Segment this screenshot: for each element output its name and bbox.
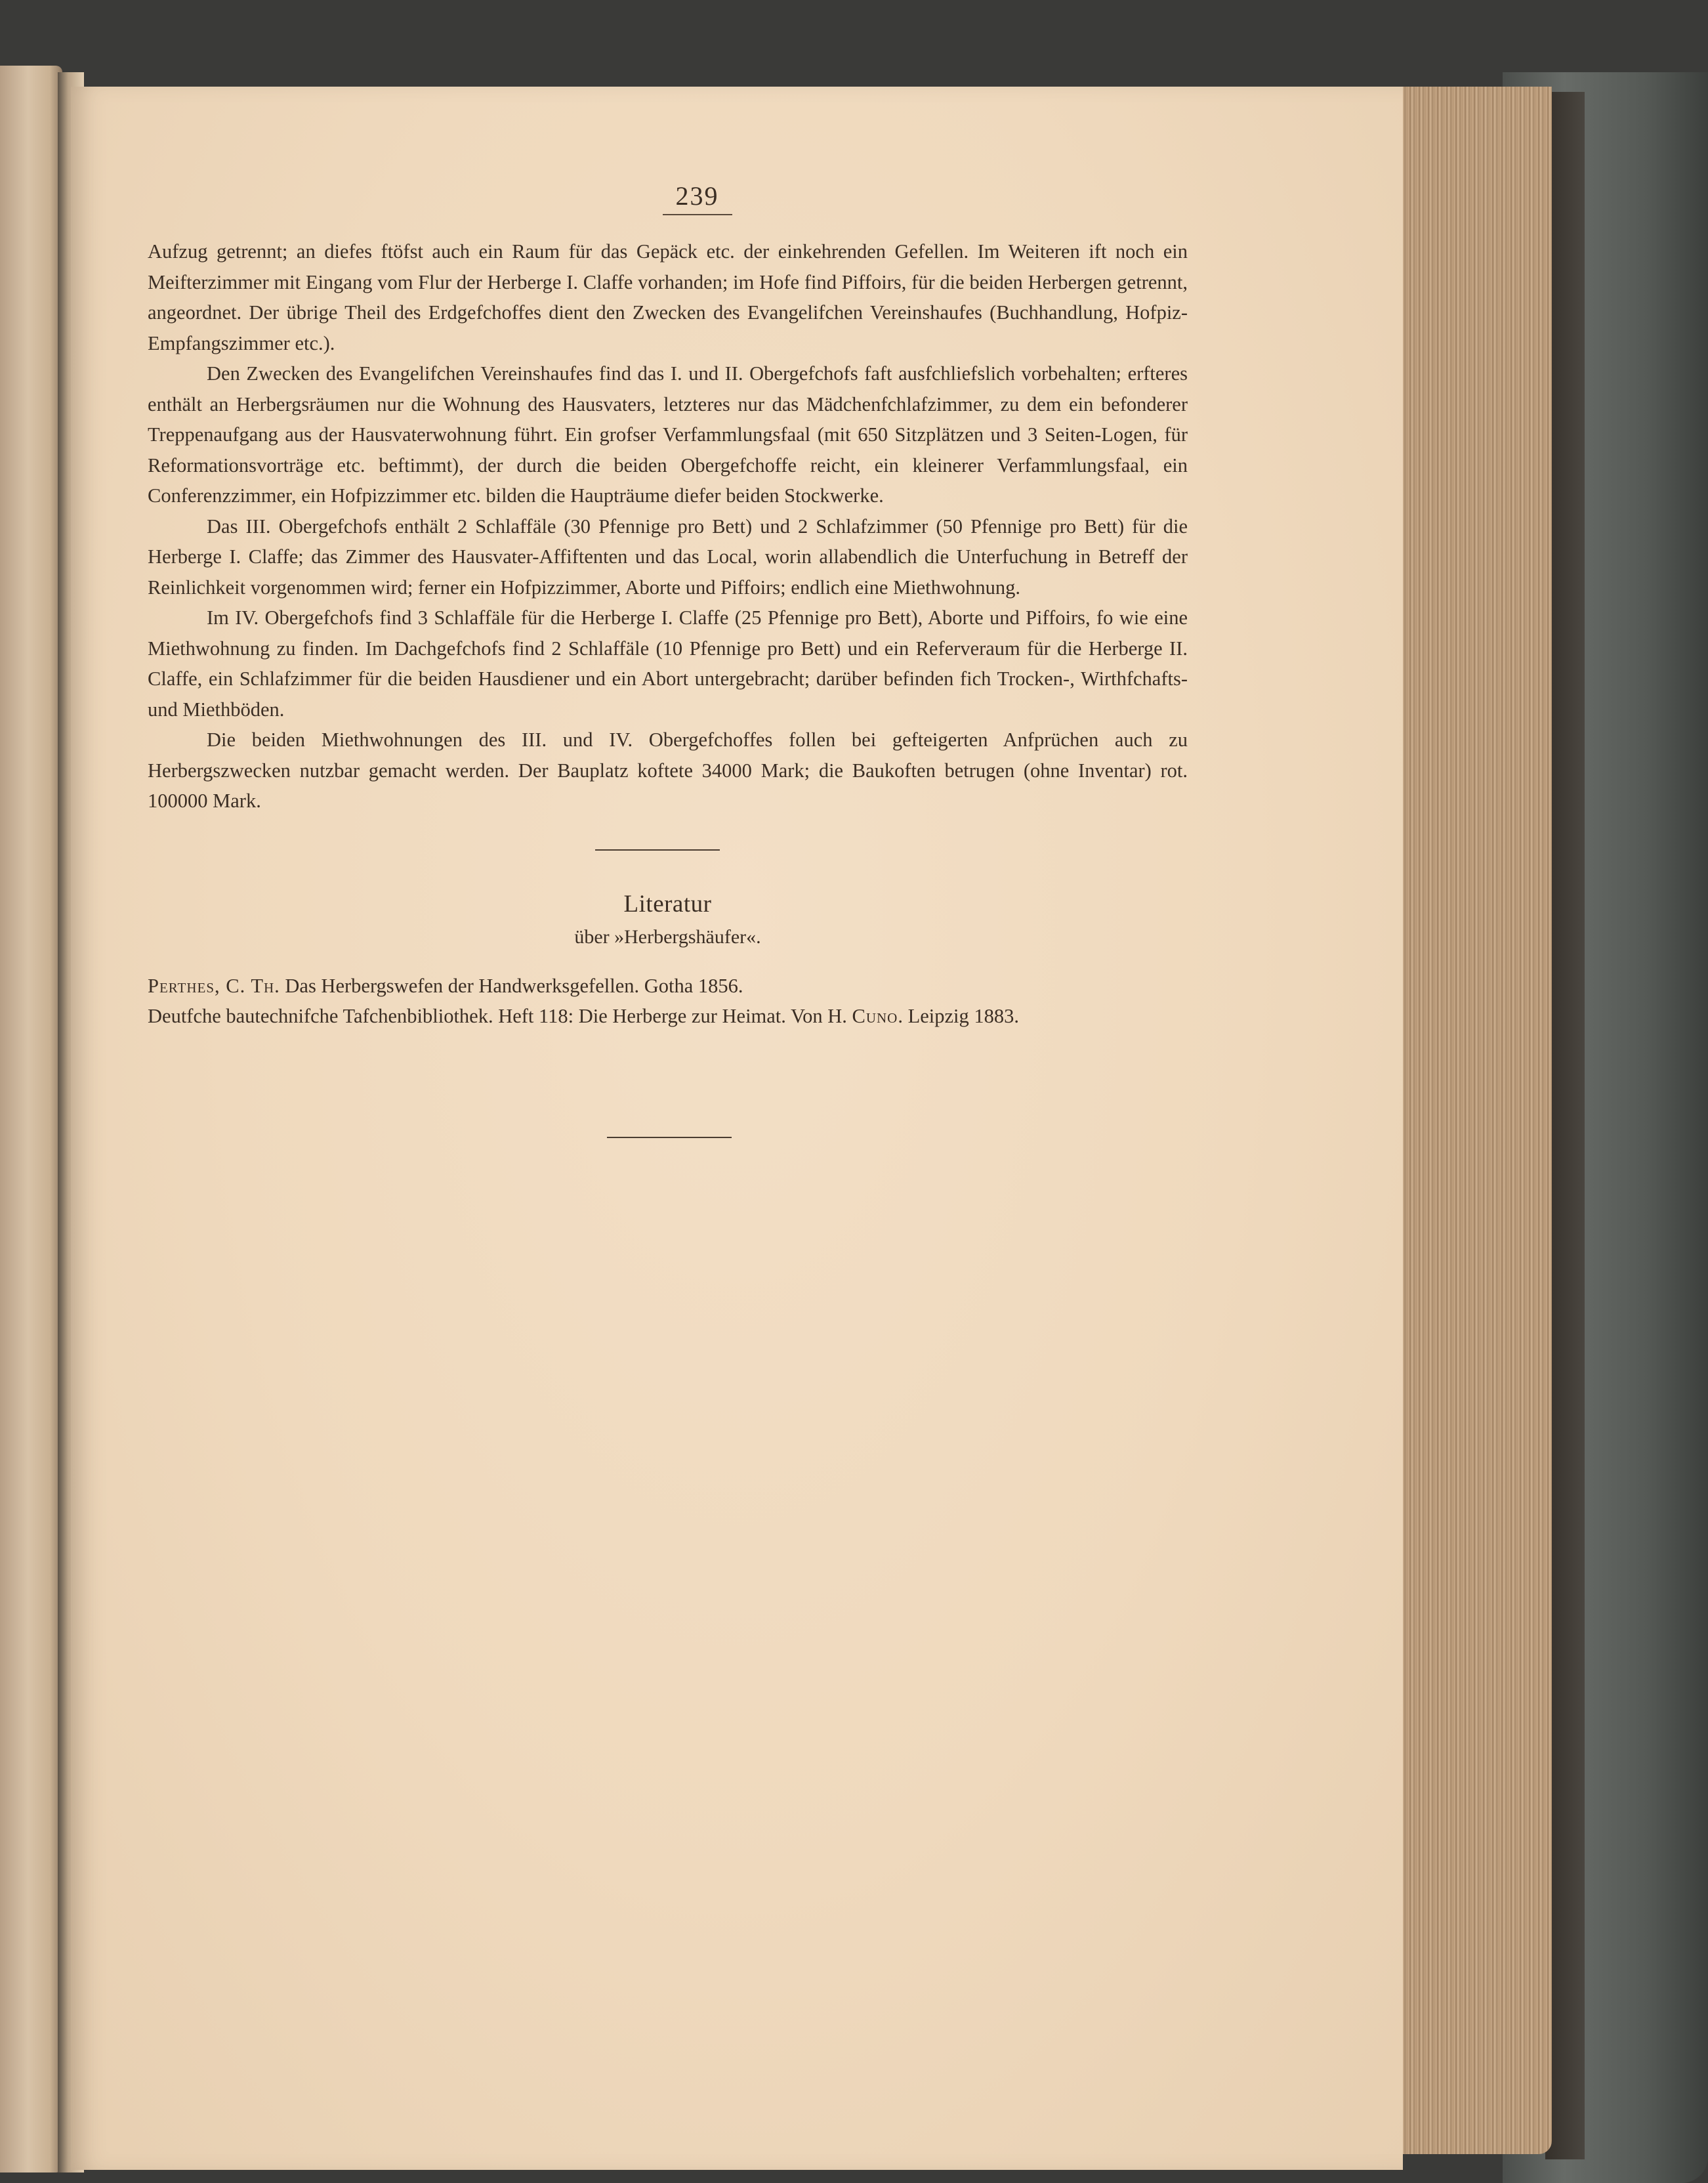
ref-author: Perthes, C. Th. (148, 974, 280, 997)
literature-heading: Literatur (623, 890, 712, 918)
ref-text: Das Herbergswefen der Handwerksgefellen. Gotha 1856. (280, 974, 743, 997)
body-text (148, 236, 1188, 816)
paragraph: Aufzug getrennt; an diefes ftöfst auch ein Raum für das Gepäck etc. der einkehrenden Gefellen. Im Weiteren ift noch ein Meifterzimmer mit Eingang vom Flur der Herberge I. Claffe vorhanden; im Hofe find Piffoirs, für die beiden Herbergen getrennt, angeordnet. Der übrige Theil des Erdgefchoffes dient den Zwecken des Evangelifchen Vereinshaufes (Buchhandlung, Hofpiz-Empfangszimmer etc.). (148, 240, 1188, 354)
literature-entry (148, 971, 1188, 1002)
ref-text: Deutfche bautechnifche Tafchenbibliothek. Heft 118: Die Herberge zur Heimat. Von H. (148, 1005, 852, 1027)
page-text (148, 180, 1188, 1138)
paragraph: Den Zwecken des Evangelifchen Vereinshaufes find das I. und II. Obergefchofs faft ausfchliefslich vorbehalten; erfteres enthält an Herbergsräumen nur die Wohnung des Hausvaters, letzteres nur das Mädchenfchlafzimmer, zu dem ein befonderer Treppenaufgang aus der Hausvaterwohnung führt. Ein grofser Verfammlungsfaal (mit 650 Sitzplätzen und 3 Seiten-Logen, für Reformationsvorträge etc. beftimmt), der durch die beiden Obergefchoffe reicht, ein kleinerer Verfammlungsfaal, ein Conferenzzimmer, ein Hofpizzimmer etc. bilden die Haupträume diefer beiden Stockwerke. (148, 362, 1188, 507)
paragraph: Das III. Obergefchofs enthält 2 Schlaffäle (30 Pfennige pro Bett) und 2 Schlafzimmer (50 Pfennige pro Bett) für die Herberge I. Claffe; das Zimmer des Hausvater-Affiftenten und das Local, worin allabendlich die Unterfuchung in Betreff der Reinlichkeit vorgenommen wird; ferner ein Hofpizzimmer, Aborte und Piffoirs; endlich eine Miethwohnung. (148, 515, 1188, 599)
paragraph: Die beiden Miethwohnungen des III. und IV. Obergefchoffes follen bei gefteigerten Anfprüchen auch zu Herbergszwecken nutzbar gemacht werden. Der Bauplatz koftete 34000 Mark; die Baukoften betrugen (ohne Inventar) rot. 100000 Mark. (148, 729, 1188, 812)
ref-tail: . Leipzig 1883. (898, 1005, 1019, 1027)
section-divider (595, 849, 720, 851)
literature-list (148, 971, 1188, 1032)
literature-subheading: über »Herbergshäufer«. (574, 925, 761, 948)
end-divider (607, 1137, 732, 1138)
literature-entry (148, 1001, 1188, 1032)
page-edges (1398, 87, 1552, 2154)
ref-author: Cuno (852, 1005, 898, 1027)
left-page-edge (0, 66, 62, 2172)
paragraph: Im IV. Obergefchofs find 3 Schlaffäle für die Herberge I. Claffe (25 Pfennige pro Bett), Aborte und Piffoirs, fo wie eine Miethwohnung zu finden. Im Dachgefchofs find 2 Schlaffäle (10 Pfennige pro Bett) und ein Referveraum für die Herberge II. Claffe, ein Schlafzimmer für die beiden Hausdiener und ein Abort untergebracht; darüber befinden fich Trocken-, Wirthfchafts- und Miethböden. (148, 606, 1188, 721)
page-number: 239 (663, 180, 732, 215)
